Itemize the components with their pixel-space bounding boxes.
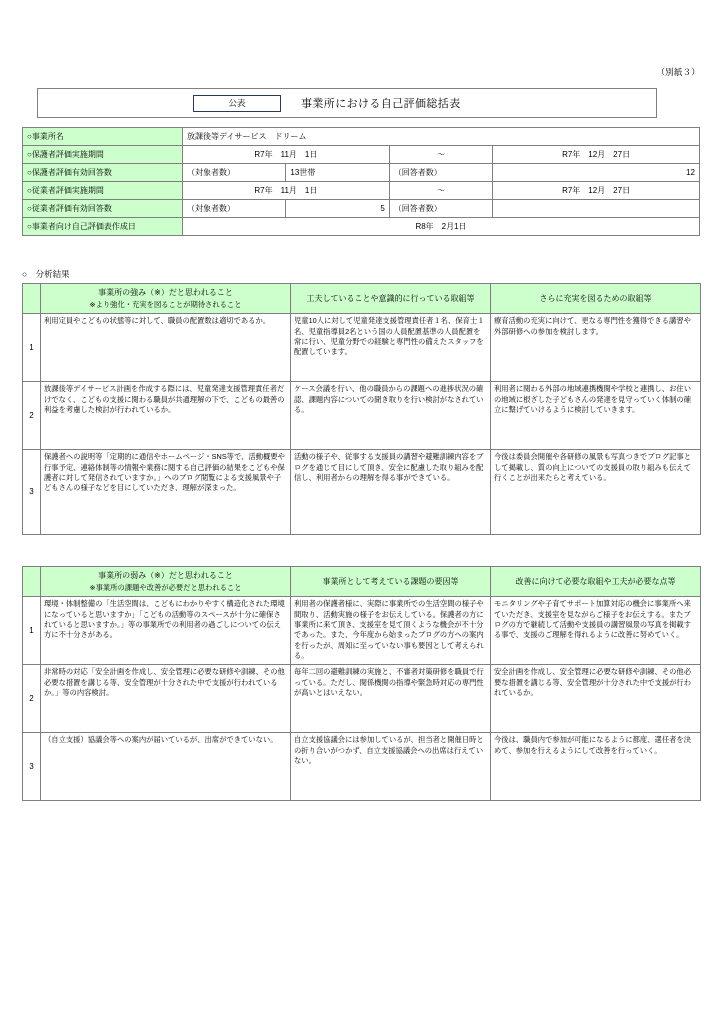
title-bar (37, 88, 657, 118)
analysis-results-heading: ○ 分析結果 (22, 269, 70, 279)
guardian-period-tilde: ～ (389, 146, 492, 164)
guardian-answer-label: （回答者数） (389, 164, 492, 182)
strengths-row-number: 3 (23, 450, 41, 535)
strengths-header-improvements: さらに充実を図るための取組等 (491, 284, 701, 314)
table-row-guardian-responses (23, 164, 700, 182)
table-row (23, 733, 701, 801)
weaknesses-header-row (23, 567, 701, 597)
table-row-staff-period (23, 182, 700, 200)
weaknesses-header-causes: 事業所として考えている課題の要因等 (291, 567, 491, 597)
table-row-guardian-period (23, 146, 700, 164)
table-row-creation-date (23, 218, 700, 236)
guardian-target-label: （対象者数） (183, 164, 286, 182)
table-row-staff-responses (23, 200, 700, 218)
staff-target-value: 5 (286, 200, 389, 218)
form-reference-note: （別紙３） (656, 67, 700, 77)
table-row (23, 450, 701, 535)
facility-info-table (22, 127, 700, 236)
weaknesses-row-actions: 今後は、職員内で参加が可能になるように都度、選任者を決めて、参加を行えるようにして改善を行っていく。 (491, 733, 701, 801)
strengths-row-number: 2 (23, 382, 41, 450)
guardian-target-value: 13世帯 (286, 164, 389, 182)
strengths-row-improvements: 療育活動の充実に向けて、更なる専門性を獲得できる講習や外部研修への参加を検討します。 (491, 314, 701, 382)
row-label-guardian-period: ○保護者評価実施期間 (23, 146, 183, 164)
table-row (23, 597, 701, 665)
table-row (23, 314, 701, 382)
page-title: 事業所における自己評価総括表 (301, 98, 461, 110)
weaknesses-row-weakness: 環境・体制整備の「生活空間は、こどもにわかりやすく構造化された環境になっていると思いますか」「こどもの活動等のスペースが十分に確保されていると思いますか。」等の事業所での利用者の過ごしについての伝え方に不十分さがある。 (41, 597, 291, 665)
row-label-staff-period: ○従業者評価実施期間 (23, 182, 183, 200)
strengths-row-improvements: 利用者に関わる外部の地域連携機関や学校と連携し、お住いの地域に根ざした子どもさんの発達を見守っていく体制の確立に繋げていけるように検討していきます。 (491, 382, 701, 450)
staff-answer-value (493, 200, 700, 218)
row-label-guardian-responses: ○保護者評価有効回答数 (23, 164, 183, 182)
row-value-facility-name: 放課後等デイサービス ドリーム (183, 128, 700, 146)
strengths-row-efforts: 児童10人に対して児童発達支援管理責任者１名、保育士１名、児童指導員2名という国の人員配置基準の人員配置を常に行い、児童分野での経験と専門性の備えたスタッフを配置しています。 (291, 314, 491, 382)
guardian-answer-value: 12 (493, 164, 700, 182)
guardian-period-end: R7年 12月 27日 (493, 146, 700, 164)
staff-period-tilde: ～ (389, 182, 492, 200)
weaknesses-row-weakness: （自立支援）協議会等への案内が届いているが、出席ができていない。 (41, 733, 291, 801)
row-label-facility-name: ○事業所名 (23, 128, 183, 146)
strengths-row-efforts: ケース会議を行い、他の職員からの課題への進捗状況の確認、課題内容についての聞き取りを行い検討がなされている。 (291, 382, 491, 450)
table-row (23, 382, 701, 450)
strengths-header-strength (41, 284, 291, 314)
weaknesses-header-actions: 改善に向けて必要な取組や工夫が必要な点等 (491, 567, 701, 597)
staff-target-label: （対象者数） (183, 200, 286, 218)
weaknesses-row-number: 3 (23, 733, 41, 801)
row-label-staff-responses: ○従業者評価有効回答数 (23, 200, 183, 218)
weaknesses-row-number: 2 (23, 665, 41, 733)
weaknesses-row-number: 1 (23, 597, 41, 665)
weaknesses-row-causes: 自立支援協議会には参加しているが、担当者と開催日時との折り合いがつかず、自立支援協議会への出席は行えていない。 (291, 733, 491, 801)
strengths-row-number: 1 (23, 314, 41, 382)
strengths-row-improvements: 今後は委員会開催や各研修の風景も写真つきでブログ記事として掲載し、質の向上についての支援員の取り組みも伝えて行くことが出来たらと考えている。 (491, 450, 701, 535)
strengths-header-strength-main: 事業所の強み（※）だと思われること (98, 288, 233, 297)
staff-period-start: R7年 11月 1日 (183, 182, 390, 200)
weaknesses-header-no (23, 567, 41, 597)
weaknesses-header-weakness-main: 事業所の弱み（※）だと思われること (98, 571, 233, 580)
strengths-row-strength: 放課後等デイサービス計画を作成する際には、児童発達支援管理責任者だけでなく、こどもの支援に関わる職員が共通理解の下で、こどもの最善の利益を考慮した検討が行われているか。 (41, 382, 291, 450)
staff-period-end: R7年 12月 27日 (493, 182, 700, 200)
creation-date-value: R8年 2月1日 (183, 218, 700, 236)
table-row-facility-name (23, 128, 700, 146)
row-label-creation-date: ○事業者向け自己評価表作成日 (23, 218, 183, 236)
weaknesses-header-weakness-sub: ※事業所の課題や改善が必要だと思われること (89, 582, 242, 592)
weaknesses-row-weakness: 非常時の対応「安全計画を作成し、安全管理に必要な研修や訓練、その他必要な措置を講じる等、安全管理が十分された中で支援が行われているか。」等の内容検討。 (41, 665, 291, 733)
strengths-table (22, 283, 701, 535)
strengths-header-row (23, 284, 701, 314)
weaknesses-row-causes: 毎年二回の避難訓練の実施と、不審者対策研修を職員で行っている。ただし、関係機関の指導や緊急時対応の専門性が高いとはいえない。 (291, 665, 491, 733)
weaknesses-row-causes: 利用者の保護者様に、実際に事業所での生活空間の様子や間取り、活動実施の様子をお伝えしている。保護者の方に事業所に来て頂き、支援室を見て頂くような機会が不十分であった。また、今年度から始まったブログの方への案内を行ったが、周知に至っていない事も要因として考えられる。 (291, 597, 491, 665)
strengths-row-efforts: 活動の様子や、従事する支援員の講習や避難訓練内容をブログを通じて目にして頂き、安全に配慮した取り組みを配信し、利用者からの理解を得る事ができている。 (291, 450, 491, 535)
strengths-row-strength: 保護者への説明等「定期的に通信やホームページ・SNS等で、活動概要や行事予定、連絡体制等の情報や業務に関する自己評価の結果をこどもや保護者に対して発信されていますか。」へのブログ閲覧による支援風景や子どもさんの様子などを目にしていただき、理解が深まった。 (41, 450, 291, 535)
strengths-row-strength: 利用定員やこどもの状態等に対して、職員の配置数は適切であるか。 (41, 314, 291, 382)
publication-stamp: 公表 (193, 95, 281, 112)
table-row (23, 665, 701, 733)
strengths-header-efforts: 工夫していることや意識的に行っている取組等 (291, 284, 491, 314)
weaknesses-row-actions: モニタリングや子育てサポート加算対応の機会に事業所へ来ていただき、支援室を見ながらご様子をお伝えする。またブログの方で継続して活動や支援員の講習風景の写真を掲載する事で、支援のご理解を得れるように改善に努めていく。 (491, 597, 701, 665)
weaknesses-header-weakness (41, 567, 291, 597)
strengths-header-no (23, 284, 41, 314)
weaknesses-row-actions: 安全計画を作成し、安全管理に必要な研修や訓練、その他必要な措置を講じる等、安全管理が十分された中で支援が行われているか。 (491, 665, 701, 733)
staff-answer-label: （回答者数） (389, 200, 492, 218)
weaknesses-table (22, 566, 701, 801)
strengths-header-strength-sub: ※より強化・充実を図ることが期待されること (89, 299, 242, 309)
guardian-period-start: R7年 11月 1日 (183, 146, 390, 164)
